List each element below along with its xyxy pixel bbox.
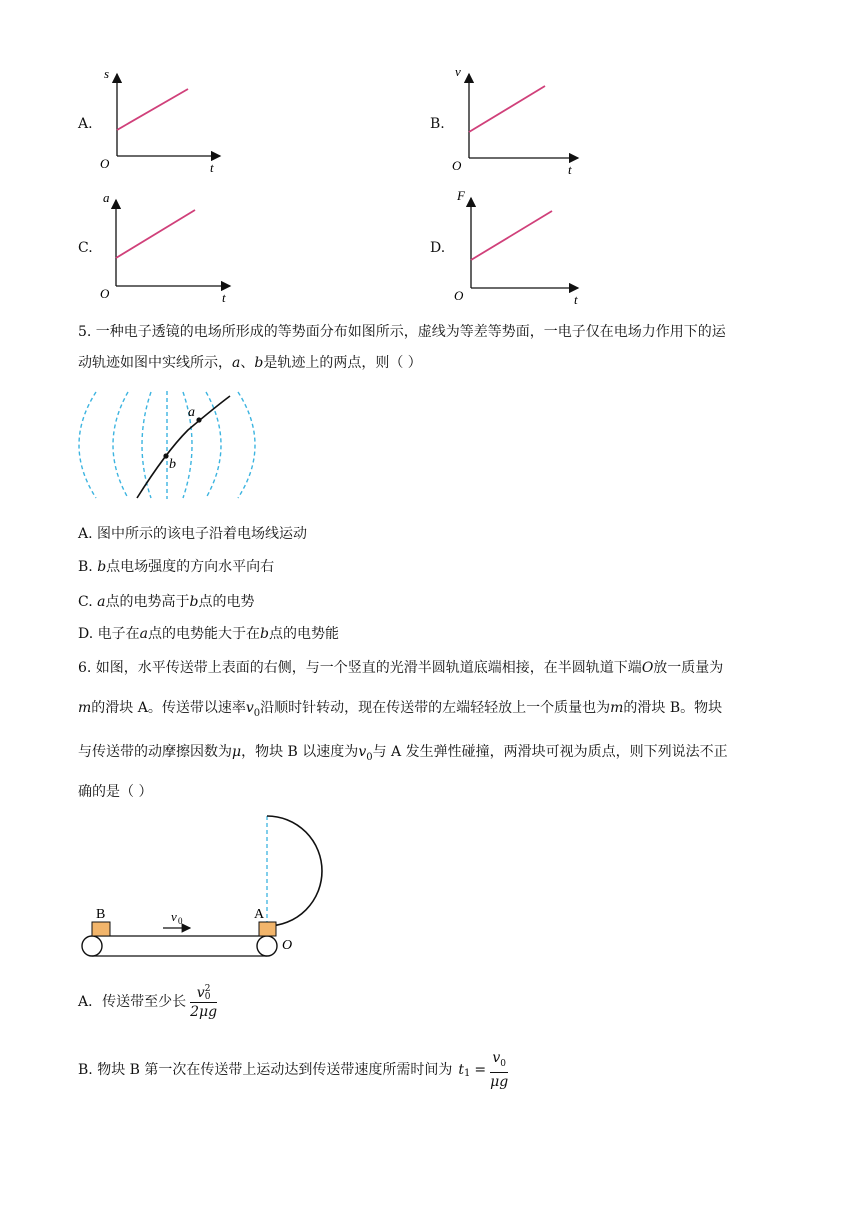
option-label: A. xyxy=(78,116,93,132)
q5-opt-d-post: 点的电势能 xyxy=(268,626,339,642)
q6-opt-b-t-sub: 1 xyxy=(464,1068,471,1079)
origin-label: O xyxy=(452,158,462,173)
q5-opt-c-var1: a xyxy=(97,594,106,610)
graph-c-plot xyxy=(94,186,244,306)
label-o: O xyxy=(282,938,293,953)
q6-var-m: m xyxy=(78,700,92,716)
graph-line xyxy=(471,211,552,260)
q6-text-line-3 xyxy=(78,742,728,768)
q5-line2-a: 动轨迹如图中实线所示， xyxy=(78,355,232,371)
q6-l2a: 的滑块 A。传送带以速率 xyxy=(91,700,246,716)
q5-line2-b: 是轨迹上的两点，则（ ） xyxy=(263,355,422,371)
q5-opt-d-pre: D. 电子在 xyxy=(78,626,140,642)
q6-l1a: 6. 如图，水平传送带上表面的右侧，与一个竖直的光滑半圆轨道底端相接，在半圆轨道下端 xyxy=(78,660,642,676)
right-roller xyxy=(257,936,277,956)
graph-a-plot xyxy=(96,60,236,178)
q6-var-v: v xyxy=(245,700,254,716)
point-a-label: a xyxy=(188,405,195,420)
point-a xyxy=(196,417,201,422)
q5-opt-c-mid: 点的电势高于 xyxy=(105,594,190,610)
q6-var-v0-sub: 0 xyxy=(366,751,373,763)
graph-option-a xyxy=(78,60,238,178)
q6-var-mu: μ xyxy=(232,744,242,760)
q5-text-line-2 xyxy=(78,353,422,373)
point-b xyxy=(163,453,168,458)
y-axis-label: v xyxy=(455,64,461,79)
q6-text-line-4: 确的是（ ） xyxy=(78,784,153,800)
graph-b-plot xyxy=(446,60,596,178)
q6-opt-a-text: A．传送带至少长 xyxy=(78,994,187,1010)
origin-label: O xyxy=(100,286,110,301)
q6-opt-b-eq: = xyxy=(474,1062,487,1078)
q6-l2b: 沿顺时针转动，现在传送带的左端轻轻放上一个质量也为 xyxy=(260,700,611,716)
q5-opt-c-pre: C. xyxy=(78,594,98,610)
q6-option-a xyxy=(78,980,217,1024)
q5-equipotential-figure xyxy=(78,388,258,502)
frac-num-sub: 0 xyxy=(500,1058,506,1069)
label-v: v xyxy=(171,909,177,924)
q5-opt-b-post: 点电场强度的方向水平向右 xyxy=(106,559,275,575)
x-axis-label: t xyxy=(222,290,226,305)
x-axis-label: t xyxy=(574,292,578,306)
q6-var-O: O xyxy=(641,660,654,676)
q5-opt-d-var1: a xyxy=(139,626,148,642)
q5-opt-c-var2: b xyxy=(189,594,199,610)
x-axis-label: t xyxy=(210,160,214,175)
q6-option-b xyxy=(78,1048,508,1092)
graph-d-plot xyxy=(446,186,596,306)
q6-l1b: 放一质量为 xyxy=(653,660,724,676)
frac-num-sub: 0 xyxy=(204,991,211,1002)
option-label: D. xyxy=(430,240,446,256)
q5-opt-b-pre: B. xyxy=(78,559,98,575)
q5-text-line-1: 5. 一种电子透镜的电场所形成的等势面分布如图所示，虚线为等差等势面，一电子仅在电场力作用下的运 xyxy=(78,324,726,340)
graph-line xyxy=(117,89,188,130)
q5-var-b: b xyxy=(254,355,264,371)
graph-line xyxy=(469,86,545,132)
q6-l3b: ，物块 B 以速度为 xyxy=(241,744,359,760)
block-a xyxy=(259,922,276,936)
q6-opt-b-text: B. 物块 B 第一次在传送带上运动达到传送带速度所需时间为 xyxy=(78,1062,453,1078)
q5-option-d xyxy=(78,624,339,644)
q6-l3a: 与传送带的动摩擦因数为 xyxy=(78,744,232,760)
block-b xyxy=(92,922,110,936)
q6-text-line-1 xyxy=(78,658,723,678)
graph-option-b xyxy=(430,60,600,178)
option-label: B. xyxy=(430,116,445,132)
point-b-label: b xyxy=(169,457,176,472)
q5-option-a: A. 图中所示的该电子沿着电场线运动 xyxy=(78,526,308,542)
q6-l2c: 的滑块 B。物块 xyxy=(623,700,723,716)
q6-opt-b-t: t xyxy=(458,1062,465,1078)
origin-label: O xyxy=(100,156,110,171)
y-axis-label: s xyxy=(104,66,110,81)
q5-opt-b-var: b xyxy=(97,559,107,575)
electron-trajectory xyxy=(137,396,230,498)
q6-opt-b-fraction xyxy=(490,1049,508,1092)
q6-text-line-2 xyxy=(78,698,722,724)
frac-den: 2μg xyxy=(190,1003,218,1020)
q5-option-b xyxy=(78,557,274,577)
option-label: C. xyxy=(78,240,93,256)
graph-line xyxy=(116,210,195,258)
origin-label: O xyxy=(454,288,464,303)
q5-var-a: a xyxy=(232,355,241,371)
q6-var-v0: v xyxy=(358,744,367,760)
label-a: A xyxy=(254,907,265,922)
frac-num-sup: 2 xyxy=(204,983,211,994)
y-axis-label: F xyxy=(457,188,465,203)
x-axis-label: t xyxy=(568,162,572,177)
semicircle-track xyxy=(267,816,322,926)
q5-opt-d-var2: b xyxy=(260,626,269,642)
q6-var-v-sub: 0 xyxy=(253,707,261,719)
q6-conveyor-figure xyxy=(78,810,328,960)
q5-opt-c-post: 点的电势 xyxy=(198,594,255,610)
y-axis-label: a xyxy=(103,190,110,205)
label-b: B xyxy=(96,907,106,922)
q5-sep: 、 xyxy=(240,355,255,371)
q6-opt-a-fraction xyxy=(190,984,217,1021)
frac-den: μg xyxy=(490,1074,509,1091)
frac-num-v: v xyxy=(492,1049,501,1066)
graph-option-c xyxy=(78,186,248,306)
left-roller xyxy=(82,936,102,956)
frac-num-v: v xyxy=(196,984,205,1001)
q5-option-c xyxy=(78,592,254,612)
q6-l3c: 与 A 发生弹性碰撞，两滑块可视为质点，则下列说法不正 xyxy=(372,744,728,760)
label-v-sub: 0 xyxy=(178,916,183,926)
q6-var-m2: m xyxy=(610,700,624,716)
q5-opt-d-mid: 点的电势能大于在 xyxy=(148,626,260,642)
graph-option-d xyxy=(430,186,600,306)
